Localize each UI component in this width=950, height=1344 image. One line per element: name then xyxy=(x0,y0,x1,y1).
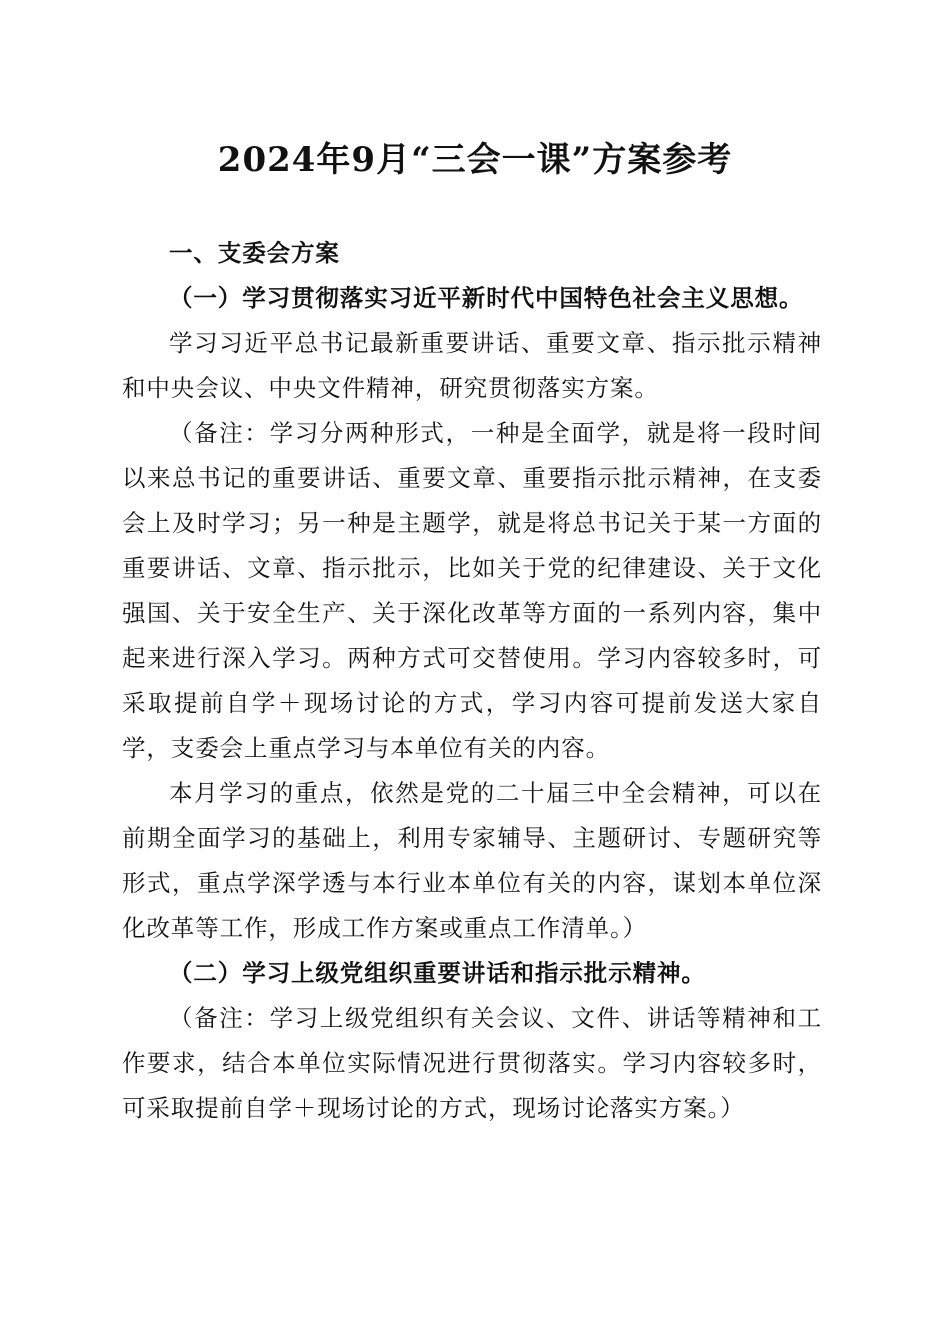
body-paragraph: 本月学习的重点，依然是党的二十届三中全会精神，可以在前期全面学习的基础上，利用专家辅导、主题研讨、专题研究等形式，重点学深学透与本行业本单位有关的内容，谋划本单位深化改革等工作，形成工作方案或重点工作清单。） xyxy=(122,779,822,942)
document-title: 2024年9月“三会一课”方案参考 xyxy=(217,140,733,180)
note-paragraph: （备注：学习上级党组织有关会议、文件、讲话等精神和工作要求，结合本单位实际情况进行贯彻落实。学习内容较多时，可采取提前自学＋现场讨论的方式，现场讨论落实方案。） xyxy=(122,1004,822,1122)
note-paragraph: （备注：学习分两种形式，一种是全面学，就是将一段时间以来总书记的重要讲话、重要文章、重要指示批示精神，在支委会上及时学习；另一种是主题学，就是将总书记关于某一方面的重要讲话、文章、指示批示，比如关于党的纪律建设、关于文化强国、关于安全生产、关于深化改革等方面的一系列内容，集中起来进行深入学习。两种方式可交替使用。学习内容较多时，可采取提前自学＋现场讨论的方式，学习内容可提前发送大家自学，支委会上重点学习与本单位有关的内容。 xyxy=(122,419,822,762)
subsection-heading-1: （一）学习贯彻落实习近平新时代中国特色社会主义思想。 xyxy=(169,284,804,312)
subsection-heading-2: （二）学习上级党组织重要讲话和指示批示精神。 xyxy=(169,959,706,987)
section-heading-branch-committee: 一、支委会方案 xyxy=(169,239,340,267)
document-body xyxy=(122,231,822,1131)
body-paragraph: 学习习近平总书记最新重要讲话、重要文章、指示批示精神和中央会议、中央文件精神，研究贯彻落实方案。 xyxy=(122,329,822,402)
